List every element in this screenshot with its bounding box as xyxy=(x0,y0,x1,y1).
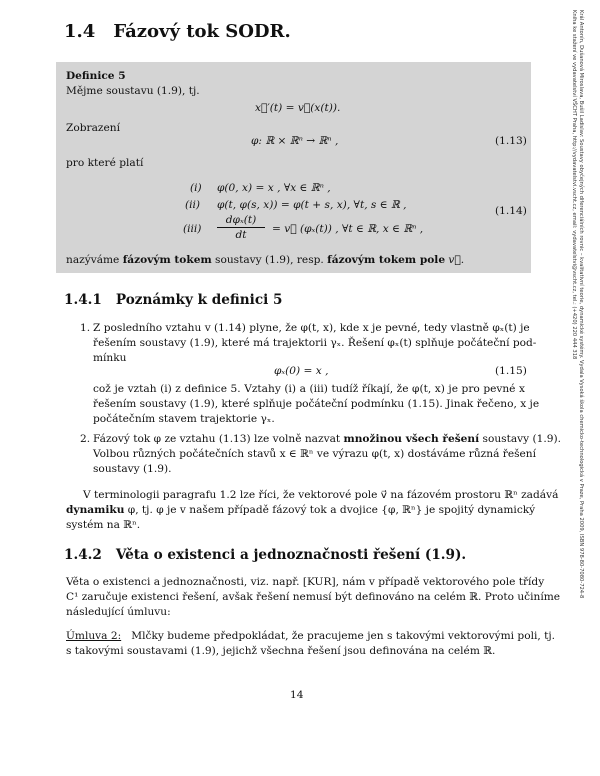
term-dynamics: dynamiku xyxy=(66,504,125,517)
section-number: 1.4 xyxy=(64,21,96,42)
agreement-label: Úmluva 2: xyxy=(66,630,122,642)
subsection-1-number: 1.4.1 xyxy=(64,292,102,308)
condition-3-fraction-denominator: dt xyxy=(235,229,247,241)
definition-label: Definice 5 xyxy=(66,70,126,82)
note-1-equation: φₓ(0) = x , xyxy=(274,365,329,377)
subsection-2-text: Věta o existenci a jednoznačnosti řešení (1.9). xyxy=(115,547,467,563)
subsection-1-title xyxy=(64,293,282,308)
condition-2-tag: (ii) xyxy=(185,199,201,211)
subsection-1-text: Poznámky k definici 5 xyxy=(115,292,283,308)
equation-number-1-15: (1.15) xyxy=(495,365,527,377)
agreement-text-1: Mlčky budeme předpokládat, že pracujeme jen s takovými vektorovými poli, tj. xyxy=(131,630,555,642)
agreement-paragraph xyxy=(66,629,555,659)
side-citation-line-2: Kniha ke stažení ve vydavatelství VŠCHT Praha, http://vydavatelstvi.vscht.cz, email: vydavatelstvi@vscht.cz, tel.: (+420) 220 444 318 xyxy=(571,10,577,360)
note-1-line-1: Z posledního vztahu v (1.14) plyne, že φ(t, x), kde x je pevné, tedy vlastně φₓ(t) je xyxy=(93,322,530,334)
condition-1-tag: (i) xyxy=(190,182,202,194)
note-2-text-2: soustavy (1.9). xyxy=(479,433,561,445)
term-phase-flow-field: fázovým tokem pole xyxy=(327,254,446,266)
note-2-line-3: soustavy (1.9). xyxy=(93,463,172,476)
terminology-text: φ, tj. φ je v našem případě fázový tok a dvojice {φ, ℝⁿ} je spojitý dynamický xyxy=(124,504,536,517)
definition-equation-1: x⃗′(t) = v⃗(x(t)). xyxy=(255,102,341,114)
agreement-line-2: s takovými soustavami (1.9), jejichž všechna řešení jsou definována na celém ℝ. xyxy=(66,645,496,658)
agreement-line-1 xyxy=(66,629,555,644)
note-1-line-4: což je vztah (i) z definice 5. Vztahy (i) a (iii) tudíž říkají, že φ(t, x) je pro pevné x xyxy=(93,383,525,395)
condition-3-rest: = v⃗ (φₓ(t)) , ∀t ∈ ℝ, x ∈ ℝⁿ , xyxy=(272,223,424,235)
note-1-line-6: počátečním stavem trajektorie γₓ. xyxy=(93,413,275,426)
existence-paragraph xyxy=(66,575,561,621)
closing-text-2: soustavy (1.9), resp. xyxy=(211,254,328,266)
note-1-paragraph-a xyxy=(93,321,537,367)
definition-equation-2: φ: ℝ × ℝⁿ → ℝⁿ , xyxy=(251,135,339,147)
note-2-number: 2. xyxy=(80,433,91,445)
existence-line-2: C¹ zaručuje existenci řešení, avšak řešení nemusí být definováno na celém ℝ. Proto učiníme xyxy=(66,591,561,604)
note-1-line-3: mínku xyxy=(93,352,127,365)
term-all-solutions: množinou všech řešení xyxy=(343,433,480,445)
term-phase-flow: fázovým tokem xyxy=(122,254,212,266)
equation-number-1-14: (1.14) xyxy=(495,205,527,217)
subsection-2-title xyxy=(64,548,466,563)
existence-line-3: následující úmluvu: xyxy=(66,606,171,619)
note-1-line-5: řešením soustavy (1.9), které splňuje počáteční podmínku (1.15). Jinak řečeno, x je xyxy=(93,398,540,411)
subsection-2-number: 1.4.2 xyxy=(64,547,102,563)
note-1-line-2: řešením soustavy (1.9), které má trajektorii γₓ. Řešení φₓ(t) splňuje počáteční pod- xyxy=(93,337,537,350)
note-2-text-1: Fázový tok φ ze vztahu (1.13) lze volně nazvat xyxy=(93,433,344,445)
terminology-line-1: V terminologii paragrafu 1.2 lze říci, že vektorové pole v⃗ na fázovém prostoru ℝⁿ zadává xyxy=(83,489,559,501)
condition-2: φ(t, φ(s, x)) = φ(t + s, x), ∀t, s ∈ ℝ , xyxy=(217,199,407,211)
definition-intro: Mějme soustavu (1.9), tj. xyxy=(66,85,200,97)
terminology-paragraph xyxy=(66,488,559,534)
closing-text-3: v⃗. xyxy=(445,254,465,266)
section-title xyxy=(64,21,291,42)
side-citation-line-1: Král Antonín, Dušanová Miroslava, Bušil Ladislav: Soustavy obyčejných diferenciálních rovnic – kvalitativní teorie, dynamické systémy. Vydala Vysoká škola chemicko-technologická v Praze, Praha 2009, ISBN 978-80-7080-724-8 xyxy=(578,10,584,599)
page-number: 14 xyxy=(290,689,304,701)
existence-line-1: Věta o existenci a jednoznačnosti, viz. např. [KUR], nám v případě vektorového pole třídy xyxy=(66,576,545,588)
condition-3-tag: (iii) xyxy=(183,223,202,235)
note-2-line-1 xyxy=(93,432,561,447)
note-2-line-2: Volbou různých počátečních stavů x ∈ ℝⁿ ve výrazu φ(t, x) dostáváme různá řešení xyxy=(93,448,537,461)
equation-number-1-13: (1.13) xyxy=(495,135,527,147)
note-1-paragraph-b xyxy=(93,382,540,428)
note-2-paragraph xyxy=(93,432,561,478)
section-title-text: Fázový tok SODR. xyxy=(113,21,291,42)
properties-label: pro které platí xyxy=(66,157,144,169)
condition-3-fraction-numerator: dφₓ(t) xyxy=(217,214,265,228)
mapping-label: Zobrazení xyxy=(66,122,120,134)
condition-1: φ(0, x) = x , ∀x ∈ ℝⁿ , xyxy=(217,182,331,194)
side-citation xyxy=(570,10,584,598)
closing-text-1: nazýváme xyxy=(66,254,123,266)
note-1-number: 1. xyxy=(80,322,91,334)
terminology-line-3: systém na ℝⁿ. xyxy=(66,519,141,532)
definition-closing xyxy=(66,253,464,268)
terminology-line-2 xyxy=(66,503,536,518)
